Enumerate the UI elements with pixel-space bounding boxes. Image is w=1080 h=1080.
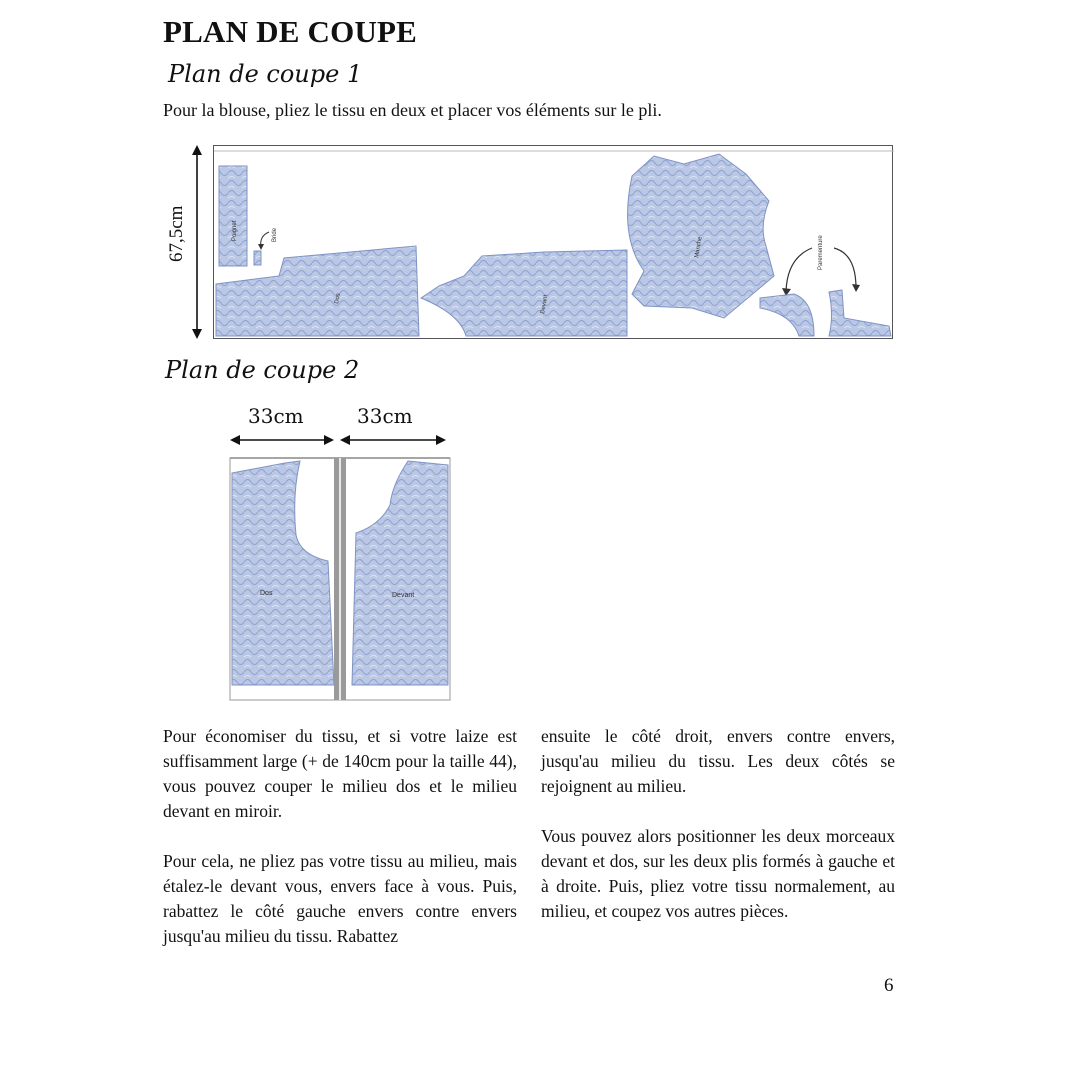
body-paragraph: ensuite le côté droit, envers contre envers, jusqu'au milieu du tissu. Les deux côtés se rejoignent au milieu. (541, 726, 895, 796)
piece-poignet (219, 166, 247, 266)
fabric-layout-2 (230, 455, 452, 703)
height-label: 67,5cm (166, 205, 187, 262)
width-label-right: 33cm (357, 404, 413, 428)
width-arrows (230, 430, 450, 450)
fabric-layout-1 (213, 145, 893, 339)
plan1-intro: Pour la blouse, pliez le tissu en deux et placer vos éléments sur le pli. (163, 100, 662, 120)
piece-dos-label: Dos (334, 292, 342, 305)
page-number: 6 (884, 975, 894, 996)
width-label-left: 33cm (248, 404, 304, 428)
plan1-title: Plan de coupe 1 (168, 60, 363, 88)
body-column-left (163, 724, 517, 974)
piece-devant (421, 250, 627, 336)
height-arrow (185, 145, 209, 339)
piece-manche-label: Manche (694, 236, 704, 259)
plan2-title: Plan de coupe 2 (165, 356, 360, 384)
piece-bride (254, 227, 278, 265)
piece-bride-label: Bride (272, 227, 278, 242)
piece-devant-2-label: Devant (392, 592, 415, 599)
body-column-right (541, 724, 895, 949)
piece-parementure (760, 290, 891, 336)
piece-manche (628, 154, 774, 318)
page-title: PLAN DE COUPE (163, 14, 418, 49)
body-paragraph: Pour cela, ne pliez pas votre tissu au milieu, mais étalez-le devant vous, envers face à vous. Puis, rabattez le côté gauche envers contre envers jusqu'au milieu du tissu. Rabattez (163, 851, 517, 946)
piece-parementure-label: Parementure (818, 235, 824, 270)
body-paragraph: Pour économiser du tissu, et si votre laize est suffisamment large (+ de 140cm pour la taille 44), vous pouvez couper le milieu dos et le milieu devant en miroir. (163, 726, 517, 821)
piece-devant-label: Devant (540, 294, 550, 315)
piece-dos-2-label: Dos (260, 590, 273, 597)
body-paragraph: Vous pouvez alors positionner les deux morceaux devant et dos, sur les deux plis formés à gauche et à droite. Puis, pliez votre tissu normalement, au milieu, et coupez vos autres pièces. (541, 826, 895, 921)
piece-poignet-label: Poignet (232, 220, 238, 241)
